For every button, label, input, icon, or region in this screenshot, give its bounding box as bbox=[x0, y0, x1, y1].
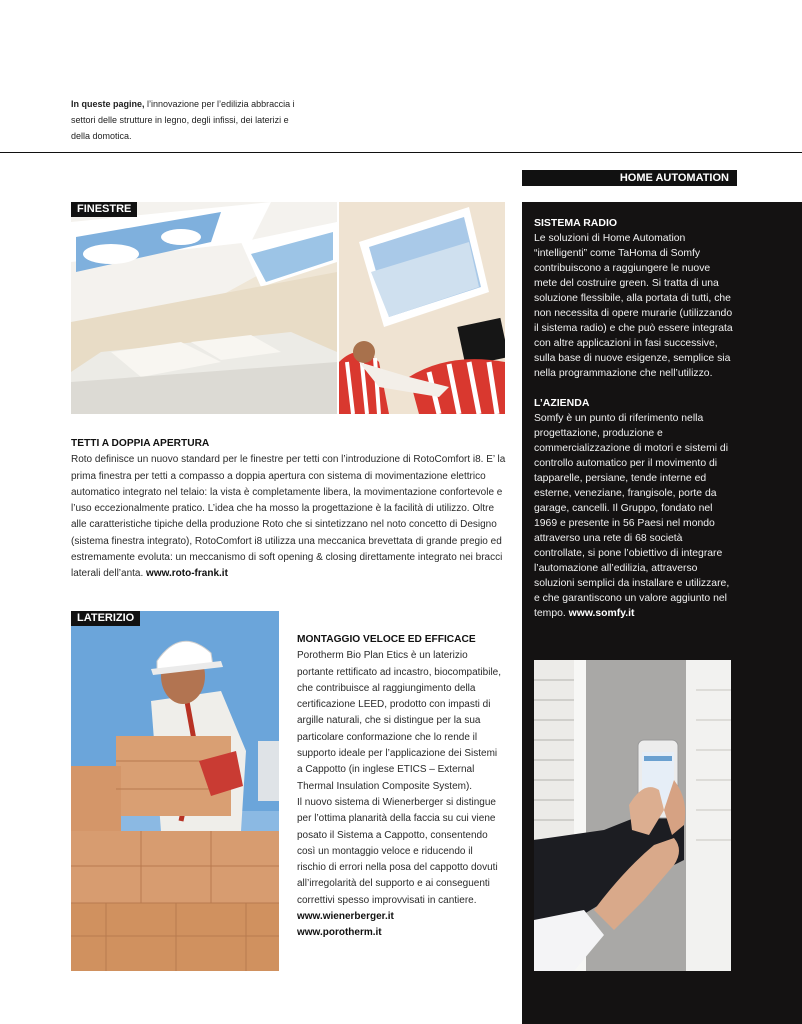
brick-worker-photo bbox=[71, 611, 279, 971]
finestre-title: TETTI A DOPPIA APERTURA bbox=[71, 438, 210, 449]
finestre-tag: FINESTRE bbox=[71, 202, 137, 217]
porotherm-link[interactable]: www.porotherm.it bbox=[297, 927, 382, 939]
somfy-link[interactable]: www.somfy.it bbox=[568, 608, 635, 619]
laterizio-title: MONTAGGIO VELOCE ED EFFICACE bbox=[297, 634, 476, 645]
smartphone-photo bbox=[534, 660, 731, 971]
bedroom-skylight-photo bbox=[71, 202, 337, 414]
header-divider bbox=[0, 152, 802, 153]
intro-caption bbox=[71, 96, 296, 144]
laterizio-text1: Porotherm Bio Plan Etics è un laterizio portante rettificato ad incastro, biocompatibile, che contribuisce al raggiungimento della certificazione LEED, prodotto con impasti di argille naturali, che si distingue per la sua particolare conformazione che lo rende il supporto ideale per l’applicazione dei Sistemi a Cappotto (in inglese ETICS – External Thermal Insulation Composite System). bbox=[297, 650, 501, 792]
sistema-radio-text: Le soluzioni di Home Automation “intelligenti” come TaHoma di Somfy contribuiscono a raggiungere le nuove mete del costruire green. Si tratta di una soluzione flessibile, alla portata di tutti, che non necessita di opere murarie (utilizzando il sistema radio) e che può essere integrata con altre applicazioni in fasi successive, sulla base di nuove esigenze, semplice sia nella programmazione che nell’utilizzo. bbox=[534, 233, 733, 379]
azienda-title: L’AZIENDA bbox=[534, 397, 590, 409]
sidebar-text bbox=[534, 216, 734, 636]
laterizio-text2: Il nuovo sistema di Wienerberger si distingue per l’ottima planarità della faccia su cui viene posato il Sistema a Cappotto, consentendo così un montaggio veloce e riducendo il rischio di errori nella posa del cappotto dovuti all’irregolarità del supporto e ai conseguenti correttivi spesso improvvisati in cantiere. bbox=[297, 796, 498, 906]
finestre-article bbox=[71, 436, 511, 583]
laterizio-tag: LATERIZIO bbox=[71, 611, 140, 626]
laterizio-article bbox=[297, 632, 502, 942]
sistema-radio-title: SISTEMA RADIO bbox=[534, 217, 618, 229]
reading-skylight-photo bbox=[339, 202, 505, 414]
intro-text: l’innovazione per l’edilizia abbraccia i settori delle strutture in legno, degli infissi, dei laterizi e della domotica. bbox=[71, 99, 295, 141]
home-automation-label: HOME AUTOMATION bbox=[522, 170, 737, 186]
azienda-text: Somfy è un punto di riferimento nella progettazione, produzione e commercializzazione di motori e sistemi di controllo automatico per il movimento di tapparelle, persiane, tende interne ed esterne, veneziane, frangisole, porte da garage, cancelli. Il Gruppo, fondato nel 1969 e presente in 56 Paesi nel mondo attraverso una rete di 68 società controllate, si pone l’obiettivo di integrare l’automazione all’edilizia, attraverso soluzioni semplici da installare e utilizzare, e che garantiscono un valore aggiunto nel tempo. bbox=[534, 413, 730, 619]
intro-bold: In queste pagine, bbox=[71, 99, 145, 109]
roto-link[interactable]: www.roto-frank.it bbox=[146, 568, 228, 580]
wienerberger-link[interactable]: www.wienerberger.it bbox=[297, 911, 394, 923]
finestre-text: Roto definisce un nuovo standard per le finestre per tetti con l’introduzione di RotoComfort i8. E’ la prima finestra per tetti a compasso a doppia apertura con sistema di movimentazione elettrico automatico integrato nel telaio: la vista è completamente libera, la movimentazione confortevole e l’uso eccezionalmente pratico. L’idea che ha mosso la progettazione è la facilità di utilizzo. Oltre alle caratteristiche tipiche della produzione Roto che si sintetizzano nel noto concetto di Designo (sistema finestra integrato), RotoComfort i8 utilizza una meccanica brevettata di grande pregio ed estremamente evoluta: un meccanismo di soft opening & closing direttamente integrato nei bracci laterali dell’anta. bbox=[71, 454, 506, 580]
